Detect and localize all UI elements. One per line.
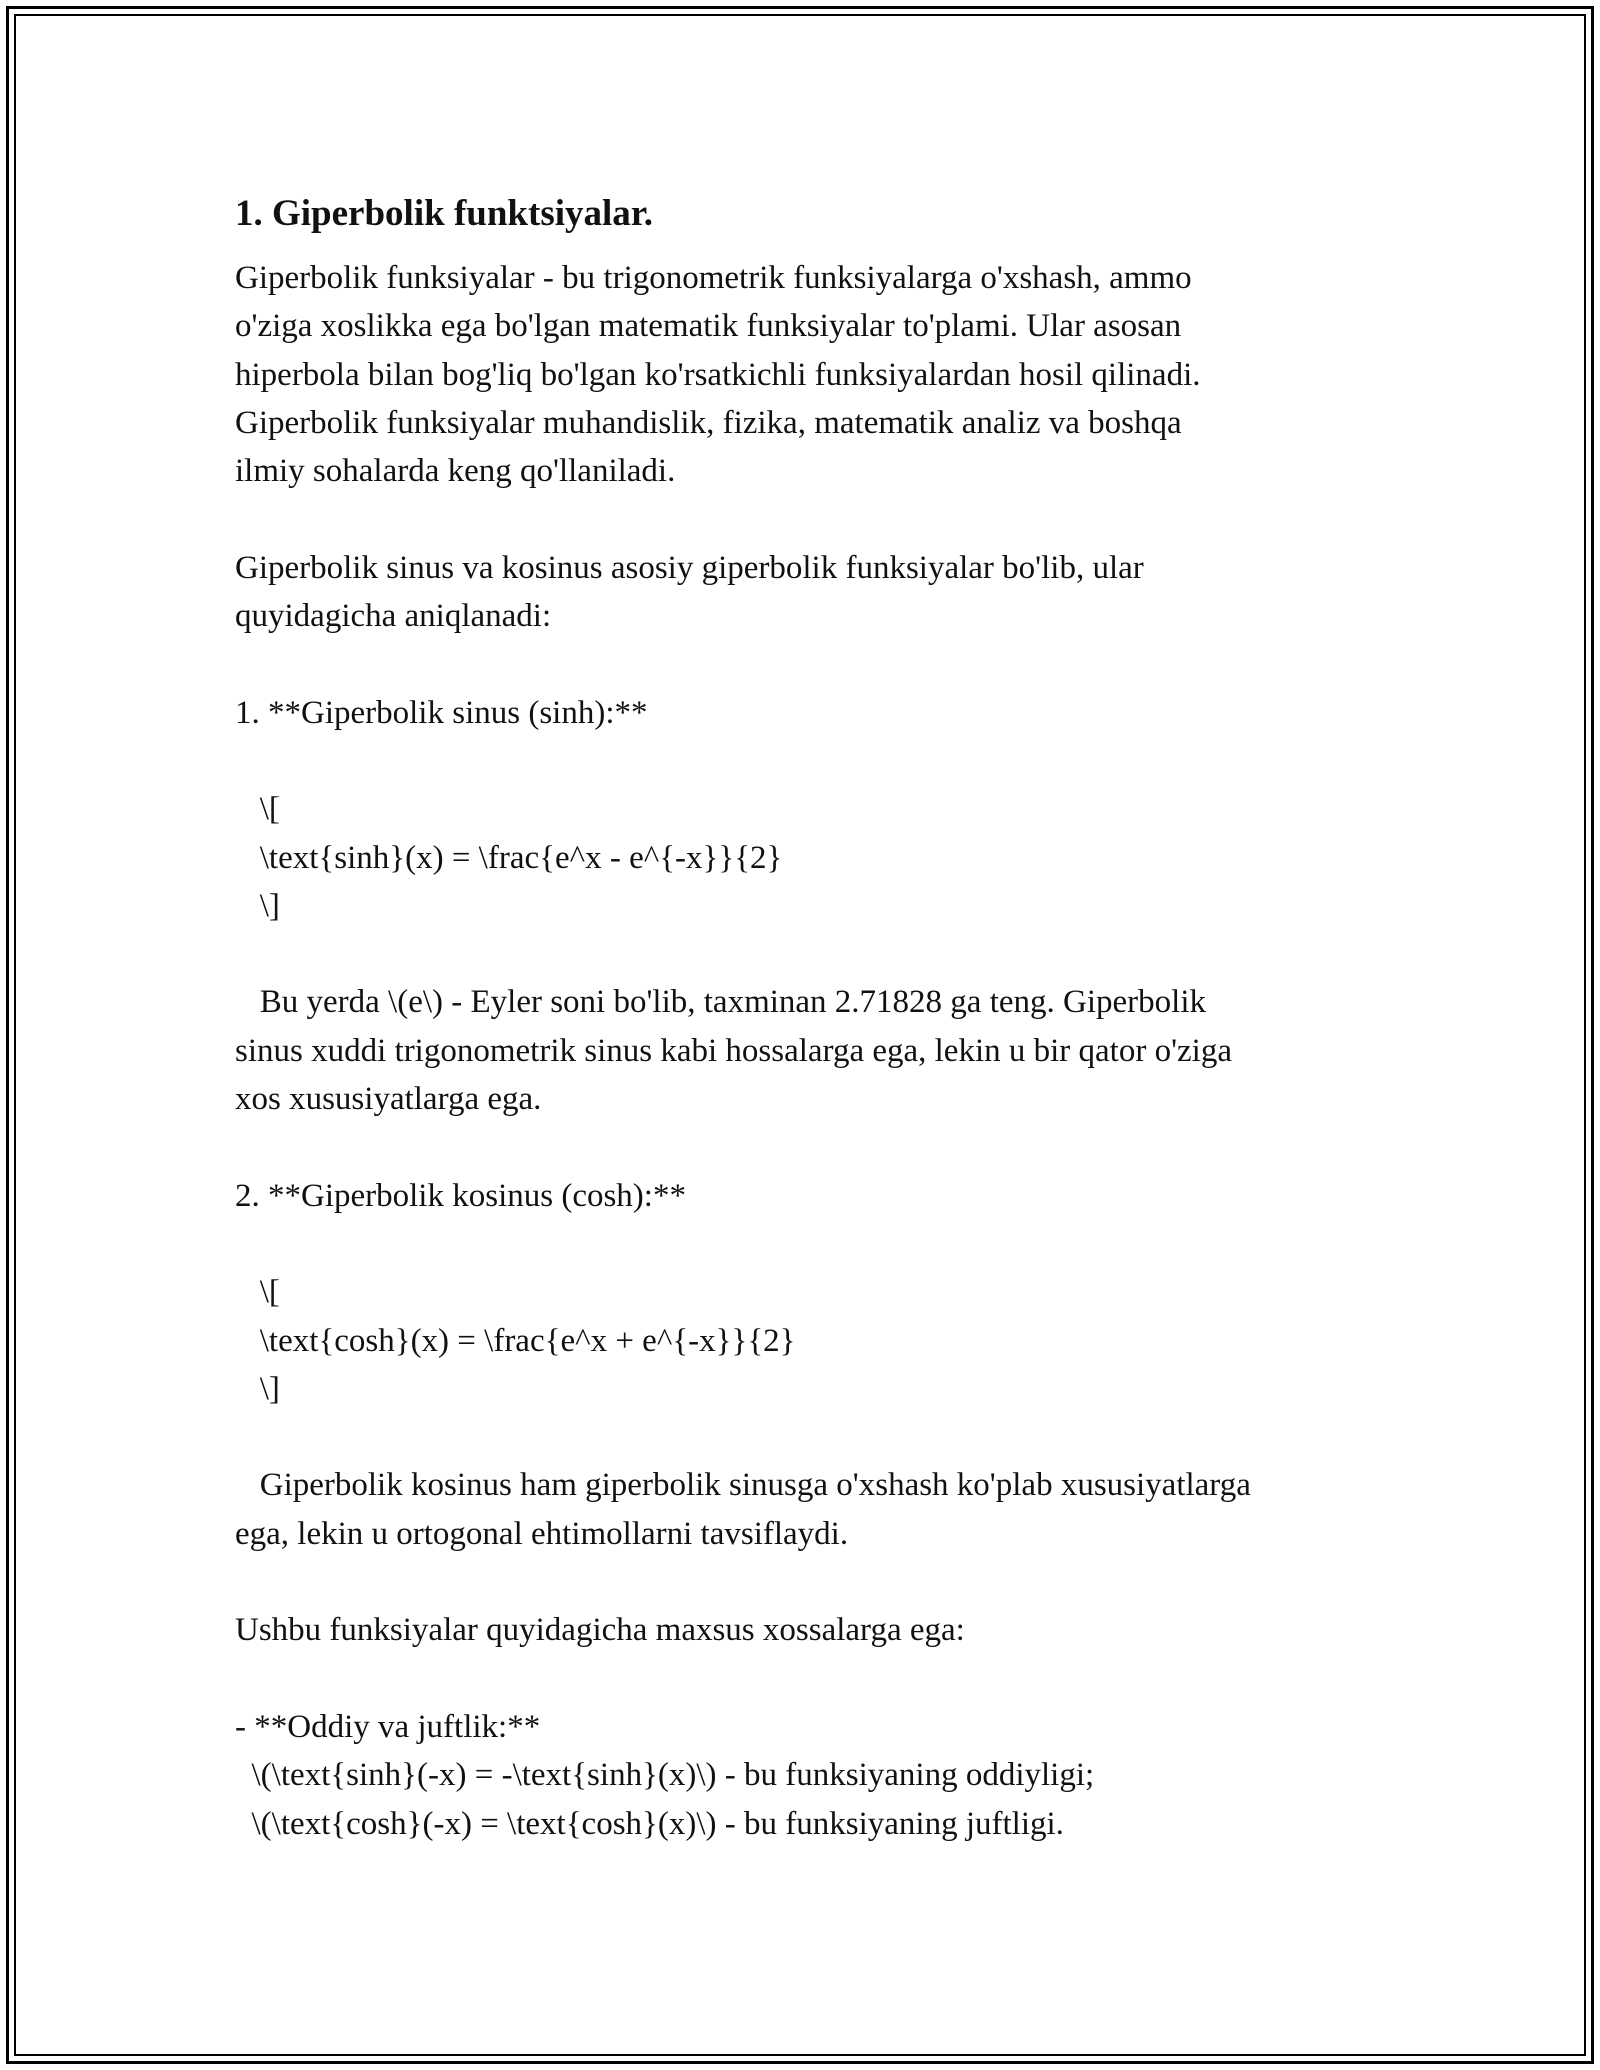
text-line: hiperbola bilan bog'liq bo'lgan ko'rsatkichli funksiyalardan hosil qilinadi. xyxy=(235,356,1201,393)
text-lines xyxy=(235,254,1395,1848)
blank-line xyxy=(235,1123,1395,1171)
text-line: Giperbolik sinus va kosinus asosiy giperbolik funksiyalar bo'lib, ular xyxy=(235,549,1144,586)
text-line: ilmiy sohalarda keng qo'llaniladi. xyxy=(235,453,676,490)
text-line: sinus xuddi trigonometrik sinus kabi hossalarga ega, lekin u bir qator o'ziga xyxy=(235,1032,1232,1069)
formula-line: \text{cosh}(x) = \frac{e^x + e^{-x}}{2} xyxy=(235,1322,796,1359)
formula-line: \] xyxy=(235,1370,280,1407)
formula-line: \[ xyxy=(235,791,280,828)
text-line: Bu yerda \(e\) - Eyler soni bo'lib, taxminan 2.71828 ga teng. Giperbolik xyxy=(235,984,1206,1021)
formula-line: \text{sinh}(x) = \frac{e^x - e^{-x}}{2} xyxy=(235,839,783,876)
blank-line xyxy=(235,737,1395,785)
blank-line xyxy=(235,1558,1395,1606)
text-line: Giperbolik kosinus ham giperbolik sinusga o'xshash ko'plab xususiyatlarga xyxy=(235,1467,1251,1504)
list-item-cosh: 2. **Giperbolik kosinus (cosh):** xyxy=(235,1177,686,1214)
blank-line xyxy=(235,640,1395,688)
text-line: Giperbolik funksiyalar muhandislik, fizika, matematik analiz va boshqa xyxy=(235,404,1182,441)
list-item-sinh: 1. **Giperbolik sinus (sinh):** xyxy=(235,694,648,731)
text-line: ega, lekin u ortogonal ehtimollarni tavsiflaydi. xyxy=(235,1515,849,1552)
text-line: Giperbolik funksiyalar - bu trigonometrik funksiyalarga o'xshash, ammo xyxy=(235,260,1192,296)
text-line: quyidagicha aniqlanadi: xyxy=(235,598,552,635)
formula-line: \[ xyxy=(235,1274,280,1311)
document-body xyxy=(235,186,1395,1848)
blank-line xyxy=(235,1220,1395,1268)
blank-line xyxy=(235,1413,1395,1461)
blank-line xyxy=(235,930,1395,978)
formula-line: \] xyxy=(235,887,280,924)
formula-line: \(\text{cosh}(-x) = \text{cosh}(x)\) - bu funksiyaning juftligi. xyxy=(235,1805,1064,1842)
text-line: o'ziga xoslikka ega bo'lgan matematik funksiyalar to'plami. Ular asosan xyxy=(235,308,1182,345)
blank-line xyxy=(235,1655,1395,1703)
formula-line: \(\text{sinh}(-x) = -\text{sinh}(x)\) - bu funksiyaning oddiyligi; xyxy=(235,1757,1095,1794)
text-line: xos xususiyatlarga ega. xyxy=(235,1081,542,1118)
text-line: Ushbu funksiyalar quyidagicha maxsus xossalarga ega: xyxy=(235,1612,965,1649)
blank-line xyxy=(235,495,1395,543)
bullet-item: - **Oddiy va juftlik:** xyxy=(235,1708,541,1745)
section-heading: 1. Giperbolik funktsiyalar. xyxy=(235,193,654,234)
